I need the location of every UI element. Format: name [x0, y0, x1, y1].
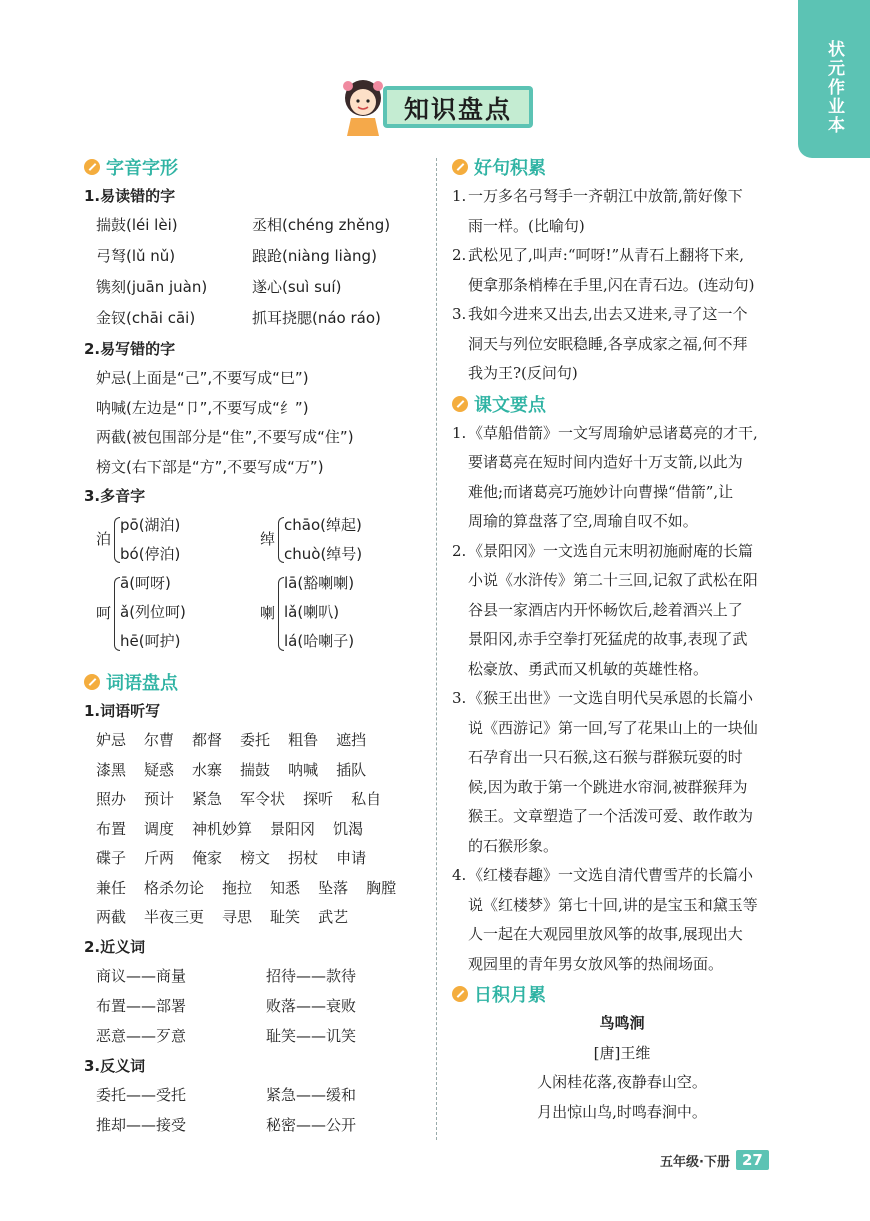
- list-item: [452, 419, 792, 537]
- list-item: [452, 861, 792, 979]
- write-list: [84, 364, 424, 482]
- pencil-icon: [84, 159, 100, 175]
- word: 预计: [144, 790, 175, 808]
- text-line: 武松见了,叫声:“呵呀!”从青石上翻将下来,: [468, 246, 744, 264]
- poem-author: [唐]王维: [593, 1043, 651, 1062]
- pencil-icon: [452, 159, 468, 175]
- list-item: 踉跄(niàng liàng): [252, 247, 377, 265]
- list-item: 呐喊(左边是“卩”,不要写成“纟”): [96, 398, 309, 417]
- synonym-list: [84, 962, 424, 1052]
- text-line: 谷县一家酒店内开怀畅饮后,趁着酒兴上了: [468, 600, 743, 619]
- word: 武艺: [318, 908, 349, 926]
- word-row: [96, 756, 424, 786]
- subheading: 1.词语听写: [84, 702, 161, 720]
- word-row: [96, 726, 424, 756]
- word-grid: [84, 726, 424, 933]
- list-item: ā(呵呀): [120, 574, 171, 592]
- side-tab: [798, 0, 870, 158]
- side-tab-label: 状元作业本: [824, 40, 844, 135]
- word: 漆黑: [96, 760, 127, 779]
- word: 坠落: [318, 878, 349, 897]
- item-number: 1.: [452, 423, 467, 442]
- polyphone-char: 喇: [260, 604, 276, 622]
- list-item: bó(停泊): [120, 545, 181, 563]
- word: 寻思: [222, 908, 253, 926]
- text-line: 景阳冈,赤手空拳打死猛虎的故事,表现了武: [468, 630, 748, 648]
- text-line: 松豪放、勇武而又机敏的英雄性格。: [468, 659, 709, 678]
- poem: [452, 1009, 792, 1127]
- word-row: [96, 844, 424, 874]
- list-item: 金钗(chāi cāi): [96, 309, 196, 327]
- list-item: 恶意——歹意: [96, 1026, 187, 1045]
- text-line: 人一起在大观园里放风筝的故事,展现出大: [468, 925, 743, 943]
- word-row: [96, 874, 424, 904]
- text-line: 的石猴形象。: [468, 836, 559, 855]
- list-item: [452, 684, 792, 861]
- item-number: 3.: [452, 689, 467, 707]
- list-item: [452, 300, 792, 389]
- word-row: [96, 815, 424, 845]
- section-heading: 好句积累: [452, 152, 792, 182]
- pinyin-list: [84, 211, 424, 335]
- list-item: 抓耳挠腮(náo ráo): [252, 309, 381, 327]
- list-item: 镌刻(juān juàn): [96, 278, 208, 296]
- list-item: chuò(绰号): [284, 545, 363, 563]
- word: 疑惑: [144, 760, 175, 779]
- text-line: 洞天与列位安眠稳睡,各享成家之福,何不拜: [468, 334, 748, 353]
- word: 兼任: [96, 878, 127, 897]
- word-row: [96, 903, 424, 933]
- item-number: 2.: [452, 541, 467, 560]
- text-line: 要诸葛亮在短时间内造好十万支箭,以此为: [468, 453, 743, 471]
- pencil-icon: [452, 396, 468, 412]
- text-line: 《景阳冈》一文选自元末明初施耐庵的长篇: [468, 541, 754, 560]
- word: 揣鼓: [240, 760, 271, 779]
- list-item: 妒忌(上面是“己”,不要写成“巳”): [96, 369, 309, 387]
- list-item: pō(湖泊): [120, 516, 181, 534]
- text-line: 难他;而诸葛亮巧施妙计向曹操“借箭”,让: [468, 482, 734, 501]
- list-item: 招待——款待: [266, 966, 357, 985]
- list-item: [452, 537, 792, 685]
- pencil-icon: [452, 986, 468, 1002]
- poem-line: 人闲桂花落,夜静春山空。: [537, 1073, 707, 1091]
- key-points-list: [452, 419, 792, 980]
- word: 格杀勿论: [144, 878, 205, 897]
- word-row: [96, 785, 424, 815]
- word: 知悉: [270, 878, 301, 897]
- list-item: 推却——接受: [96, 1115, 187, 1134]
- list-item: 榜文(右下部是“方”,不要写成“万”): [96, 457, 324, 476]
- word: 粗鲁: [288, 731, 319, 749]
- list-item: 揣鼓(léi lèi): [96, 216, 178, 234]
- right-column: [452, 152, 792, 1127]
- subheading: 3.多音字: [84, 487, 146, 505]
- word: 紧急: [192, 790, 223, 808]
- polyphone-block: [84, 511, 424, 661]
- poem-line: 月出惊山鸟,时鸣春涧中。: [537, 1102, 707, 1121]
- word: 都督: [192, 731, 223, 749]
- item-number: 2.: [452, 246, 467, 264]
- title-box: [383, 86, 533, 128]
- word: 妒忌: [96, 731, 127, 749]
- text-line: 《草船借箭》一文写周瑜妒忌诸葛亮的才干,: [468, 423, 758, 442]
- subheading: 1.易读错的字: [84, 187, 176, 205]
- word: 耻笑: [270, 908, 301, 926]
- sentence-list: [452, 182, 792, 389]
- polyphone-char: 泊: [96, 530, 112, 548]
- word: 军令状: [240, 790, 286, 808]
- text-line: 我为王?(反问句): [468, 364, 578, 382]
- word: 调度: [144, 819, 175, 838]
- text-line: 我如今进来又出去,出去又进来,寻了这一个: [468, 305, 748, 323]
- section-heading: 课文要点: [452, 389, 792, 419]
- word: 饥渴: [333, 819, 364, 838]
- text-line: 说《西游记》第一回,写了花果山上的一块仙: [468, 718, 758, 737]
- word: 呐喊: [288, 760, 319, 779]
- list-item: lā(豁喇喇): [284, 574, 355, 592]
- list-item: lá(哈喇子): [284, 632, 355, 650]
- word: 俺家: [192, 849, 223, 867]
- word: 探听: [303, 790, 334, 808]
- word: 碟子: [96, 849, 127, 867]
- list-item: 败落——衰败: [266, 996, 357, 1015]
- word: 私自: [351, 790, 382, 808]
- list-item: 耻笑——讥笑: [266, 1026, 357, 1045]
- list-item: ǎ(列位呵): [120, 603, 186, 621]
- word: 拖拉: [222, 878, 253, 897]
- word: 照办: [96, 790, 127, 808]
- page-title: 知识盘点: [403, 95, 512, 124]
- word: 委托: [240, 731, 271, 749]
- word: 布置: [96, 819, 127, 838]
- word: 插队: [336, 760, 367, 779]
- word: 胸膛: [366, 878, 397, 897]
- list-item: [452, 182, 792, 241]
- subheading: 3.反义词: [84, 1056, 146, 1075]
- text-line: 周瑜的算盘落了空,周瑜自叹不如。: [468, 512, 698, 530]
- item-number: 3.: [452, 305, 467, 323]
- text-line: 候,因为敢于第一个跳进水帘洞,被群猴拜为: [468, 777, 748, 796]
- text-line: 说《红楼梦》第七十回,讲的是宝玉和黛玉等: [468, 895, 758, 914]
- pencil-icon: [84, 674, 100, 690]
- poem-title: 鸟鸣涧: [599, 1014, 645, 1032]
- text-line: 猴王。文章塑造了一个活泼可爱、敢作敢为: [468, 807, 754, 825]
- section-heading: 词语盘点: [84, 667, 424, 697]
- text-line: 石孕育出一只石猴,这石猴与群猴玩耍的时: [468, 748, 743, 766]
- word: 两截: [96, 908, 127, 926]
- left-column: [84, 152, 424, 1141]
- antonym-list: [84, 1081, 424, 1141]
- section-heading: 字音字形: [84, 152, 424, 182]
- list-item: 紧急——缓和: [266, 1085, 357, 1104]
- list-item: 商议——商量: [96, 966, 187, 985]
- page-number: 27: [736, 1150, 769, 1170]
- page-footer: [660, 1148, 769, 1172]
- column-divider: [436, 158, 437, 1140]
- list-item: 委托——受托: [96, 1085, 187, 1104]
- word: 斤两: [144, 849, 175, 867]
- word: 神机妙算: [192, 819, 253, 838]
- word: 榜文: [240, 849, 271, 867]
- polyphone-char: 呵: [96, 604, 112, 622]
- list-item: 遂心(suì suí): [252, 278, 342, 296]
- text-line: 《猴王出世》一文选自明代吴承恩的长篇小: [468, 689, 754, 707]
- text-line: 一万多名弓弩手一齐朝江中放箭,箭好像下: [468, 187, 743, 205]
- list-item: hē(呵护): [120, 632, 181, 650]
- word: 拐杖: [288, 849, 319, 867]
- subheading: 2.易写错的字: [84, 340, 176, 358]
- text-line: 《红楼春趣》一文选自清代曹雪芹的长篇小: [468, 866, 754, 884]
- list-item: 秘密——公开: [266, 1115, 357, 1134]
- grade-label: 五年级·下册: [660, 1154, 730, 1170]
- word: 遮挡: [336, 731, 367, 749]
- text-line: 观园里的青年男女放风筝的热闹场面。: [468, 954, 724, 973]
- text-line: 便拿那条梢棒在手里,闪在青石边。(连动句): [468, 275, 755, 294]
- item-number: 4.: [452, 866, 467, 884]
- list-item: chāo(绰起): [284, 516, 362, 534]
- polyphone-char: 绰: [260, 530, 276, 548]
- list-item: [452, 241, 792, 300]
- text-line: 小说《水浒传》第二十三回,记叙了武松在阳: [468, 571, 758, 589]
- subheading: 2.近义词: [84, 937, 146, 956]
- list-item: 两截(被包围部分是“隹”,不要写成“住”): [96, 428, 354, 446]
- list-item: 丞相(chéng zhěng): [252, 216, 391, 234]
- word: 水寨: [192, 760, 223, 779]
- text-line: 雨一样。(比喻句): [468, 216, 585, 235]
- list-item: 弓弩(lǔ nǔ): [96, 247, 176, 265]
- word: 半夜三更: [144, 908, 205, 926]
- item-number: 1.: [452, 187, 467, 205]
- list-item: lǎ(喇叭): [284, 603, 340, 621]
- word: 景阳冈: [270, 819, 316, 838]
- section-heading: 日积月累: [452, 979, 792, 1009]
- word: 尔曹: [144, 731, 175, 749]
- page-header: [335, 76, 535, 132]
- list-item: 布置——部署: [96, 996, 187, 1015]
- word: 申请: [336, 849, 367, 867]
